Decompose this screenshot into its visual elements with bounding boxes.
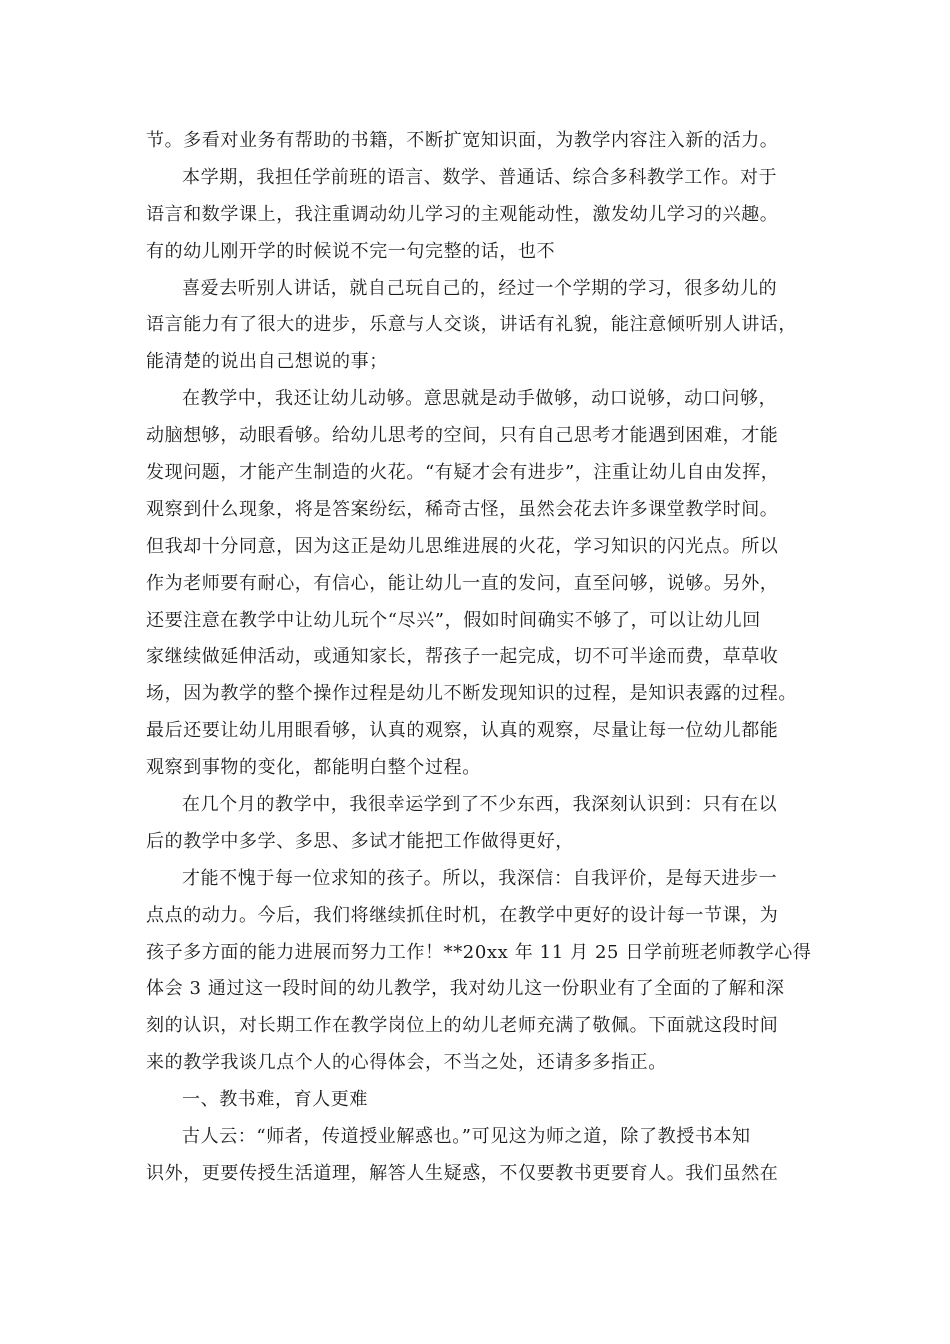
text-line: 节。多看对业务有帮助的书籍，不断扩宽知识面，为教学内容注入新的活力。 xyxy=(146,130,779,151)
text-line: 体会 3 通过这一段时间的幼儿教学，我对幼儿这一份职业有了全面的了解和深 xyxy=(146,978,785,1000)
text-line: 还要注意在教学中让幼儿玩个“尽兴”，假如时间确实不够了，可以让幼儿回 xyxy=(146,609,761,631)
text-line: 点点的动力。今后，我们将继续抓住时机，在教学中更好的设计每一节课，为 xyxy=(146,904,779,926)
text-line: 后的教学中多学、多思、多试才能把工作做得更好， xyxy=(146,830,574,852)
section-heading: 一、教书难，育人更难 xyxy=(182,1089,368,1111)
paragraph-start-line: 在几个月的教学中，我很幸运学到了不少东西，我深刻认识到：只有在以 xyxy=(182,794,778,816)
text-line: 发现问题，才能产生制造的火花。“有疑才会有进步”，注重让幼儿自由发挥， xyxy=(146,462,780,484)
text-line: 语言和数学课上，我注重调动幼儿学习的主观能动性，激发幼儿学习的兴趣。 xyxy=(146,203,779,225)
paragraph-start-line: 本学期，我担任学前班的语言、数学、普通话、综合多科教学工作。对于 xyxy=(182,166,778,188)
paragraph-start-line: 喜爱去听别人讲话，就自己玩自己的，经过一个学期的学习，很多幼儿的 xyxy=(182,277,778,299)
text-line: 刻的认识，对长期工作在教学岗位上的幼儿老师充满了敬佩。下面就这段时间 xyxy=(146,1015,779,1037)
text-line: 作为老师要有耐心，有信心，能让幼儿一直的发问，直至问够，说够。另外， xyxy=(146,572,779,594)
text-line: 识外，更要传授生活道理，解答人生疑惑，不仅要教书更要育人。我们虽然在 xyxy=(146,1162,779,1184)
paragraph-start-line: 古人云：“师者，传道授业解惑也。”可见这为师之道，除了教授书本知 xyxy=(182,1126,751,1148)
text-line: 动脑想够，动眼看够。给幼儿思考的空间，只有自己思考才能遇到困难，才能 xyxy=(146,425,779,447)
text-line: 但我却十分同意，因为这正是幼儿思维进展的火花，学习知识的闪光点。所以 xyxy=(146,535,779,557)
text-line: 观察到事物的变化，都能明白整个过程。 xyxy=(146,757,481,779)
text-line: 观察到什么现象，将是答案纷纭，稀奇古怪，虽然会花去许多课堂教学时间。 xyxy=(146,498,779,520)
paragraph-start-line: 在教学中，我还让幼儿动够。意思就是动手做够，动口说够，动口问够， xyxy=(182,388,778,410)
paragraph-start-line: 才能不愧于每一位求知的孩子。所以，我深信：自我评价，是每天进步一 xyxy=(182,867,778,889)
document-body xyxy=(146,123,811,1193)
text-line: 来的教学我谈几点个人的心得体会，不当之处，还请多多指正。 xyxy=(146,1052,667,1074)
text-line: 最后还要让幼儿用眼看够，认真的观察，认真的观察，尽量让每一位幼儿都能 xyxy=(146,720,779,742)
text-line: 场，因为教学的整个操作过程是幼儿不断发现知识的过程，是知识表露的过程。 xyxy=(146,683,797,705)
text-line: 家继续做延伸活动，或通知家长，帮孩子一起完成，切不可半途而费，草草收 xyxy=(146,646,779,668)
text-line: 语言能力有了很大的进步，乐意与人交谈，讲话有礼貌，能注意倾听别人讲话， xyxy=(146,314,797,336)
text-line: 孩子多方面的能力进展而努力工作！**20xx 年 11 月 25 日学前班老师教学心得 xyxy=(146,941,812,963)
text-line: 有的幼儿刚开学的时候说不完一句完整的话，也不 xyxy=(146,240,556,262)
text-line: 能清楚的说出自己想说的事； xyxy=(146,351,388,373)
